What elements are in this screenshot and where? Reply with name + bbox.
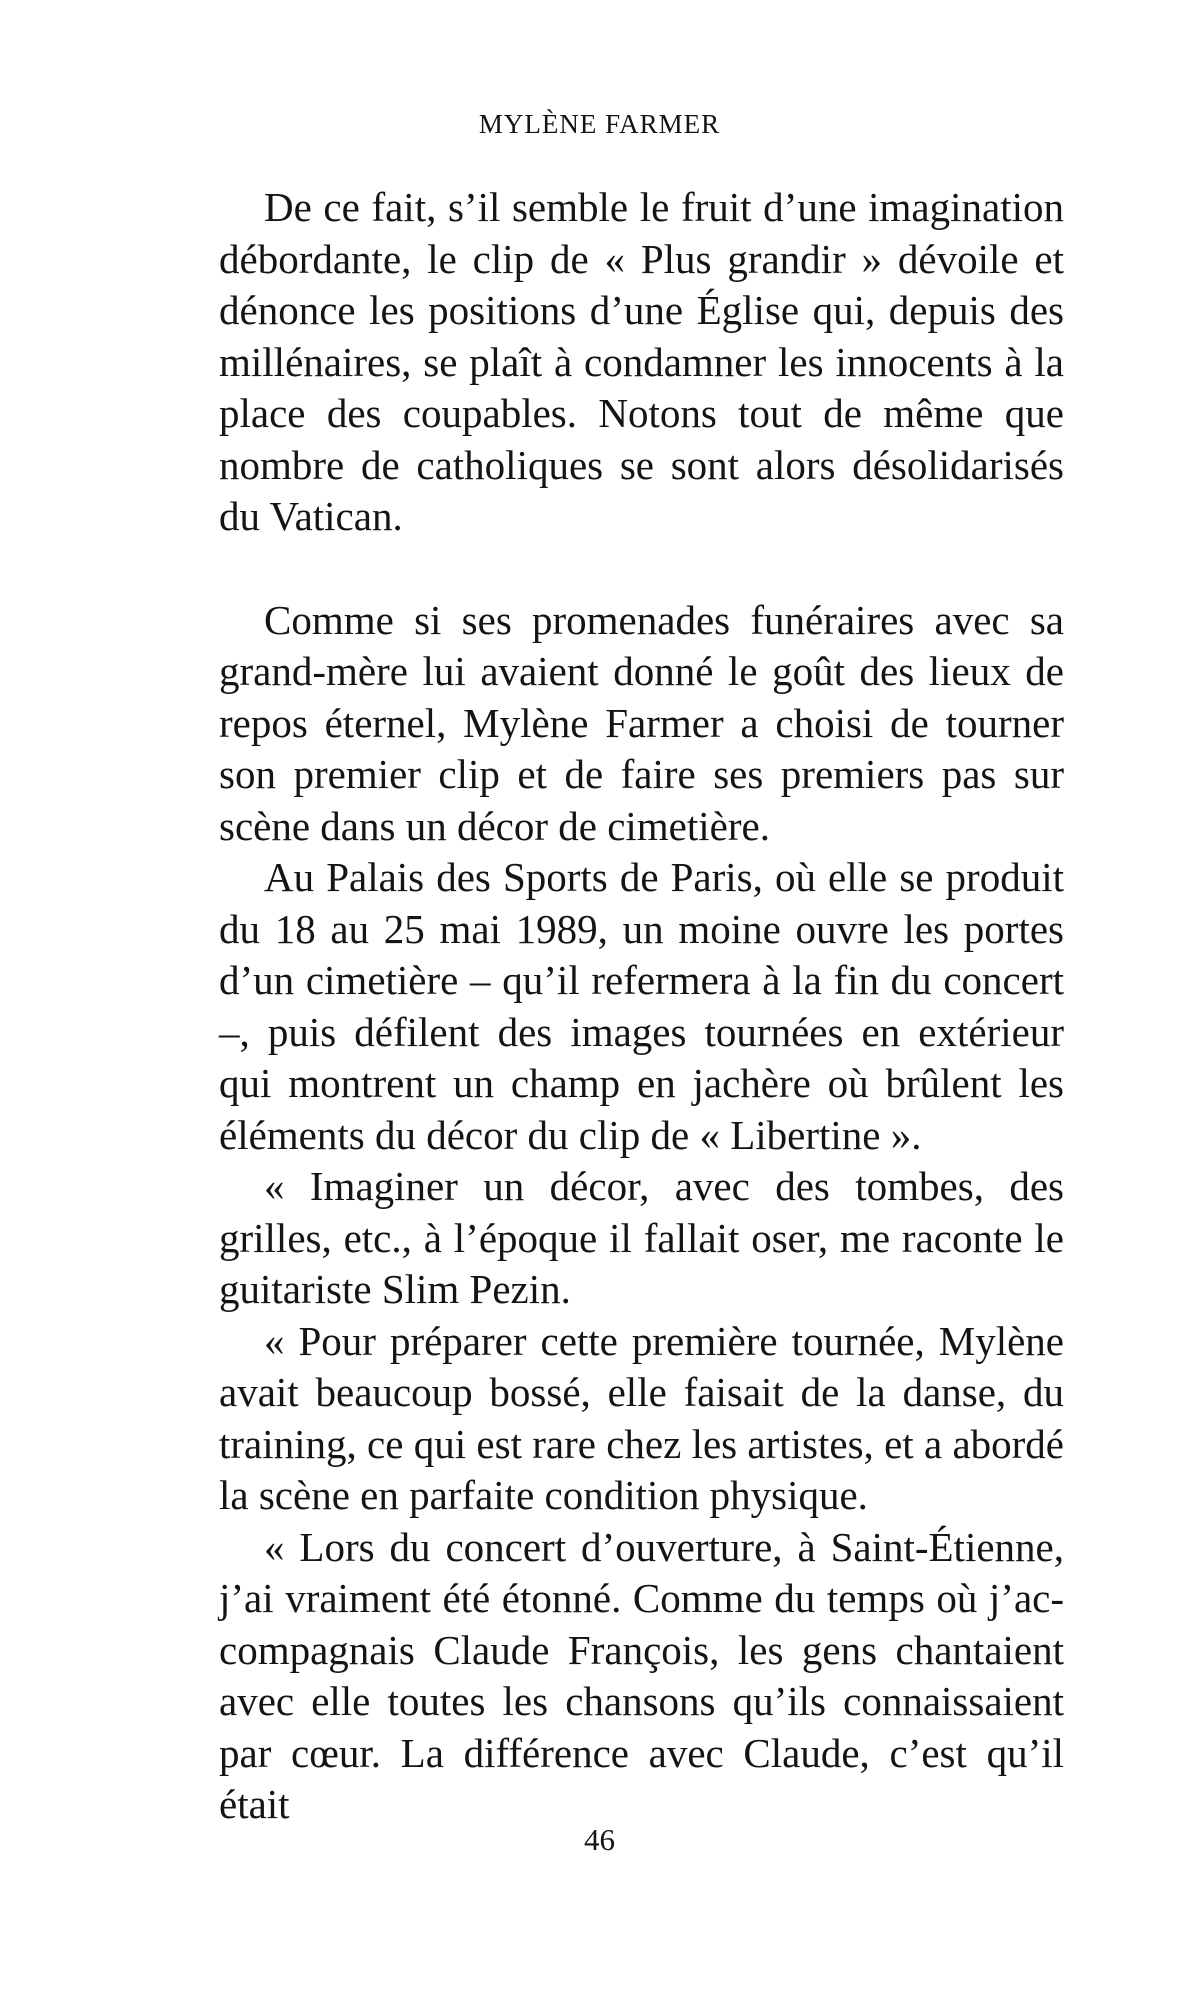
paragraph-3: Au Palais des Sports de Paris, où elle se produit du 18 au 25 mai 1989, un moine ouvre les portes d’un cimetière – qu’il refermera à la fin du concert –, puis défilent des images tournées en extérieur qui montrent un champ en jachère où brûlent les éléments du décor du clip de « Libertine ». [219, 854, 1064, 1158]
body-text [219, 182, 1064, 1831]
paragraph-2: Comme si ses promenades funéraires avec sa grand-mère lui avaient donné le goût des lieux de repos éternel, Mylène Farmer a choisi de tourner son premier clip et de faire ses premiers pas sur scène dans un décor de cimetière. [219, 596, 1064, 849]
paragraph-5: « Pour préparer cette première tournée, Mylène avait beaucoup bossé, elle faisait de la danse, du training, ce qui est rare chez les artistes, et a abordé la scène en parfaite condition physique. [219, 1317, 1064, 1518]
paragraph-6: « Lors du concert d’ouverture, à Saint-Étienne, j’ai vraiment été étonné. Comme du temps où j’accompagnais Claude François, les gens chantaient avec elle toutes les chansons qu’ils connaissaient par cœur. La différence avec Claude, c’est qu’il était [219, 1523, 1064, 1827]
page-number: 46 [584, 1822, 615, 1857]
running-title: MYLÈNE FARMER [478, 109, 721, 139]
paragraph-4: « Imaginer un décor, avec des tombes, des grilles, etc., à l’époque il fallait oser, me raconte le guitariste Slim Pezin. [219, 1163, 1064, 1312]
paragraph-1: De ce fait, s’il semble le fruit d’une imagination débordante, le clip de « Plus grandir » dévoile et dénonce les positions d’une Église qui, depuis des millénaires, se plaît à condamner les innocents à la place des coupables. Notons tout de même que nombre de catholiques se sont alors désolidarisés du Vatican. [219, 184, 1064, 539]
